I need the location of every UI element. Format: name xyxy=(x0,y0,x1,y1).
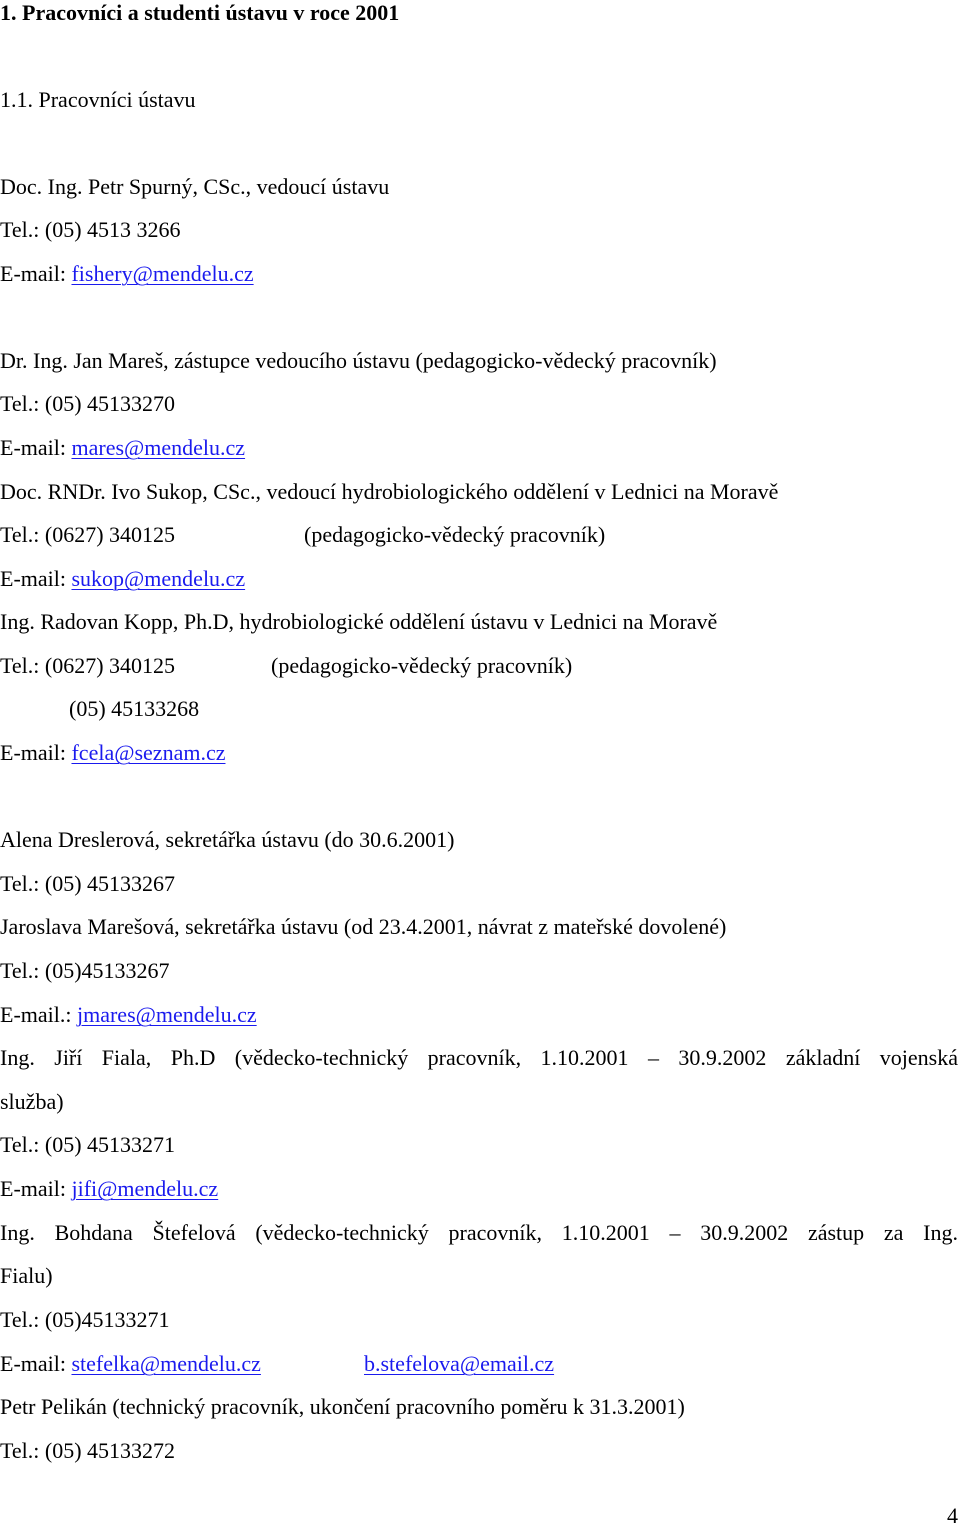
person-name: Ing. Jiří Fiala, Ph.D (vědecko-technický pracovník, 1.10.2001 – 30.9.2002 základní vojenská xyxy=(0,1045,958,1070)
subsection-heading: 1.1. Pracovníci ústavu xyxy=(0,87,196,112)
email-label: E-mail: xyxy=(0,1351,72,1376)
person-email-line xyxy=(0,263,254,285)
person-tel: Tel.: (05) 45133270 xyxy=(0,391,176,416)
email-link[interactable]: fishery@mendelu.cz xyxy=(71,261,254,286)
email-label: E-mail: xyxy=(0,1176,72,1201)
person-email-line xyxy=(0,568,245,590)
email-link[interactable]: fcela@seznam.cz xyxy=(71,740,226,765)
person-tel: Tel.: (05)45133271 xyxy=(0,1307,170,1332)
person-name-continued: služba) xyxy=(0,1089,64,1114)
email-label: E-mail: xyxy=(0,740,72,765)
email-link-secondary[interactable] xyxy=(364,1353,554,1375)
email-link[interactable]: stefelka@mendelu.cz xyxy=(71,1351,261,1376)
page-number: 4 xyxy=(947,1503,958,1528)
person-email-line xyxy=(0,742,225,764)
person-email-line xyxy=(0,1178,218,1200)
person-tel: Tel.: (0627) 340125 xyxy=(0,653,176,678)
person-name: Doc. Ing. Petr Spurný, CSc., vedoucí ústavu xyxy=(0,174,390,199)
person-name-continued: Fialu) xyxy=(0,1263,53,1288)
email-link[interactable]: mares@mendelu.cz xyxy=(71,435,246,460)
person-tel: Tel.: (05) 45133271 xyxy=(0,1132,176,1157)
person-email-line xyxy=(0,1353,261,1375)
person-email-line xyxy=(0,1004,257,1026)
section-heading: 1. Pracovníci a studenti ústavu v roce 2001 xyxy=(0,0,400,25)
email-label: E-mail: xyxy=(0,566,72,591)
person-name: Ing. Bohdana Štefelová (vědecko-technický pracovník, 1.10.2001 – 30.9.2002 zástup za Ing. xyxy=(0,1220,958,1245)
email-link[interactable]: jmares@mendelu.cz xyxy=(76,1002,257,1027)
person-tel: Tel.: (05) 45133272 xyxy=(0,1438,176,1463)
person-name: Ing. Radovan Kopp, Ph.D, hydrobiologické oddělení ústavu v Lednici na Moravě xyxy=(0,609,718,634)
email-label: E-mail.: xyxy=(0,1002,77,1027)
email-label: E-mail: xyxy=(0,435,72,460)
person-tel: Tel.: (05)45133267 xyxy=(0,958,170,983)
person-email-line xyxy=(0,437,245,459)
person-name: Doc. RNDr. Ivo Sukop, CSc., vedoucí hydrobiologického oddělení v Lednici na Moravě xyxy=(0,479,779,504)
person-tel: Tel.: (05) 4513 3266 xyxy=(0,217,181,242)
person-tel-secondary: (05) 45133268 xyxy=(69,696,200,721)
person-tel: Tel.: (0627) 340125 xyxy=(0,522,176,547)
person-name: Petr Pelikán (technický pracovník, ukončení pracovního poměru k 31.3.2001) xyxy=(0,1394,685,1419)
person-name: Alena Dreslerová, sekretářka ústavu (do 30.6.2001) xyxy=(0,827,455,852)
person-name: Dr. Ing. Jan Mareš, zástupce vedoucího ústavu (pedagogicko-vědecký pracovník) xyxy=(0,348,717,373)
email-link[interactable]: jifi@mendelu.cz xyxy=(71,1176,219,1201)
person-role: (pedagogicko-vědecký pracovník) xyxy=(304,522,606,547)
email-link[interactable]: b.stefelova@email.cz xyxy=(364,1351,555,1376)
person-tel: Tel.: (05) 45133267 xyxy=(0,871,176,896)
person-name: Jaroslava Marešová, sekretářka ústavu (od 23.4.2001, návrat z mateřské dovolené) xyxy=(0,914,727,939)
email-link[interactable]: sukop@mendelu.cz xyxy=(71,566,246,591)
person-role: (pedagogicko-vědecký pracovník) xyxy=(271,653,573,678)
email-label: E-mail: xyxy=(0,261,72,286)
